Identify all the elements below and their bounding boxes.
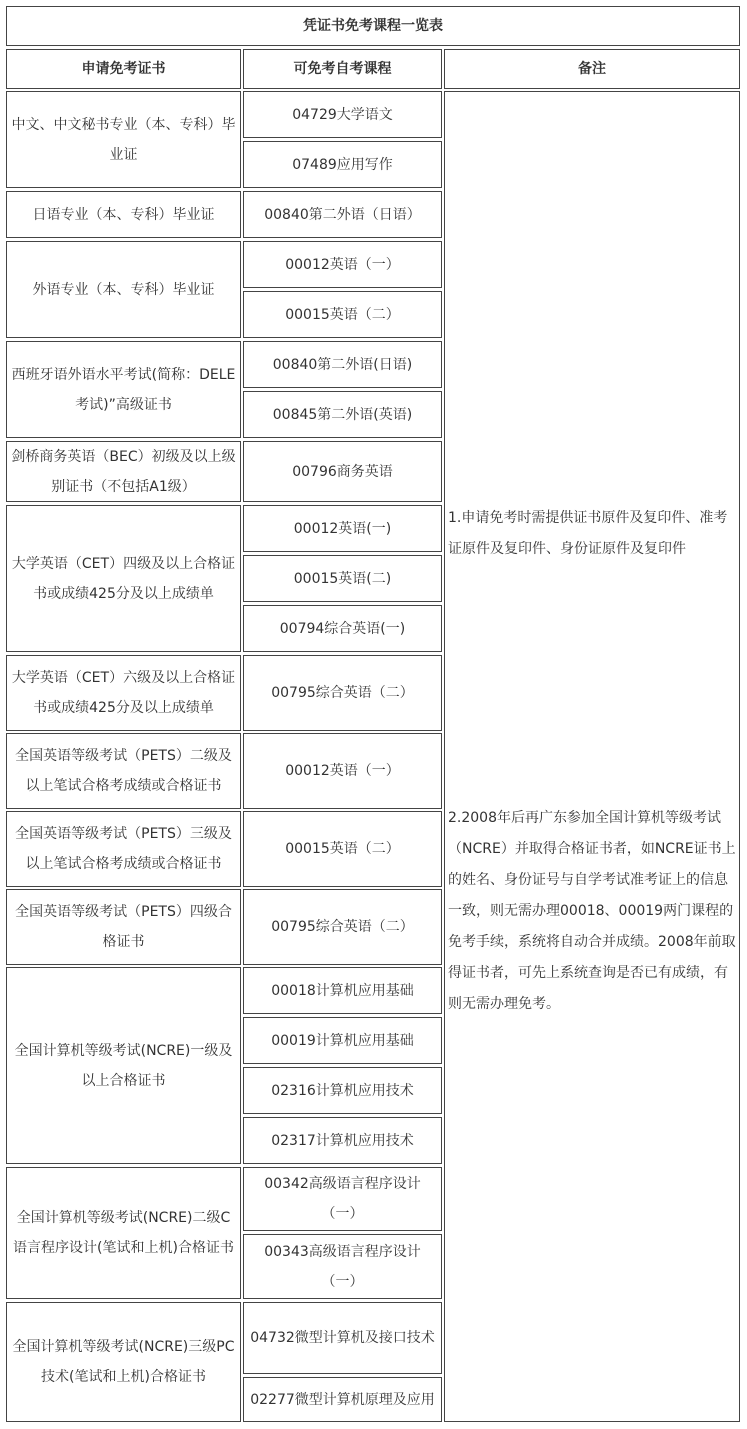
- certificate-cell: 剑桥商务英语（BEC）初级及以上级别证书（不包括A1级）: [6, 441, 241, 502]
- certificate-cell: 全国英语等级考试（PETS）四级合格证书: [6, 889, 241, 965]
- table-title: 凭证书免考课程一览表: [6, 6, 740, 46]
- course-cell: 00012英语（一）: [243, 241, 442, 288]
- certificate-cell: 大学英语（CET）四级及以上合格证书或成绩425分及以上成绩单: [6, 505, 241, 652]
- certificate-cell: 全国英语等级考试（PETS）二级及以上笔试合格考成绩或合格证书: [6, 733, 241, 809]
- course-cell: 02317计算机应用技术: [243, 1117, 442, 1164]
- course-cell: 04732微型计算机及接口技术: [243, 1302, 442, 1374]
- header-remarks: 备注: [444, 49, 740, 89]
- remark-note-2: 2.2008年后再广东参加全国计算机等级考试（NCRE）并取得合格证书者，如NCRE证书上的姓名、身份证号与自学考试准考证上的信息一致，则无需办理00018、00019两门课程的免考手续，系统将自动合并成绩。2008年前取得证书者，可先上系统查询是否已有成绩，有则无需办理免考。: [448, 810, 736, 1012]
- certificate-cell: 全国英语等级考试（PETS）三级及以上笔试合格考成绩或合格证书: [6, 811, 241, 887]
- course-cell: 00012英语（一）: [243, 733, 442, 809]
- header-courses: 可免考自考课程: [243, 49, 442, 89]
- certificate-cell: 全国计算机等级考试(NCRE)一级及以上合格证书: [6, 967, 241, 1164]
- course-cell: 04729大学语文: [243, 91, 442, 138]
- course-cell: 00840第二外语(日语): [243, 341, 442, 388]
- course-cell: 00018计算机应用基础: [243, 967, 442, 1014]
- course-cell: 02316计算机应用技术: [243, 1067, 442, 1114]
- course-cell: 00795综合英语（二）: [243, 889, 442, 965]
- certificate-cell: 全国计算机等级考试(NCRE)二级C语言程序设计(笔试和上机)合格证书: [6, 1167, 241, 1299]
- course-cell: 00840第二外语（日语）: [243, 191, 442, 238]
- remarks-cell: [444, 91, 740, 1422]
- certificate-cell: 西班牙语外语水平考试(简称：DELE考试)”高级证书: [6, 341, 241, 438]
- course-cell: 00796商务英语: [243, 441, 442, 502]
- course-cell: 00019计算机应用基础: [243, 1017, 442, 1064]
- course-cell: 00012英语(一): [243, 505, 442, 552]
- course-cell: 02277微型计算机原理及应用: [243, 1377, 442, 1422]
- course-cell: 00845第二外语(英语): [243, 391, 442, 438]
- course-cell: 00794综合英语(一): [243, 605, 442, 652]
- certificate-cell: 日语专业（本、专科）毕业证: [6, 191, 241, 238]
- header-certificate: 申请免考证书: [6, 49, 241, 89]
- certificate-cell: 大学英语（CET）六级及以上合格证书或成绩425分及以上成绩单: [6, 655, 241, 731]
- course-cell: 00015英语（二）: [243, 291, 442, 338]
- certificate-cell: 中文、中文秘书专业（本、专科）毕业证: [6, 91, 241, 188]
- course-cell: 00343高级语言程序设计（一）: [243, 1234, 442, 1299]
- remark-note-1: 1.申请免考时需提供证书原件及复印件、准考证原件及复印件、身份证原件及复印件: [448, 510, 728, 557]
- course-cell: 00795综合英语（二）: [243, 655, 442, 731]
- certificate-cell: 全国计算机等级考试(NCRE)三级PC技术(笔试和上机)合格证书: [6, 1302, 241, 1422]
- certificate-cell: 外语专业（本、专科）毕业证: [6, 241, 241, 338]
- course-cell: 00015英语（二）: [243, 811, 442, 887]
- course-cell: 00015英语(二): [243, 555, 442, 602]
- course-cell: 07489应用写作: [243, 141, 442, 188]
- course-cell: 00342高级语言程序设计（一）: [243, 1167, 442, 1231]
